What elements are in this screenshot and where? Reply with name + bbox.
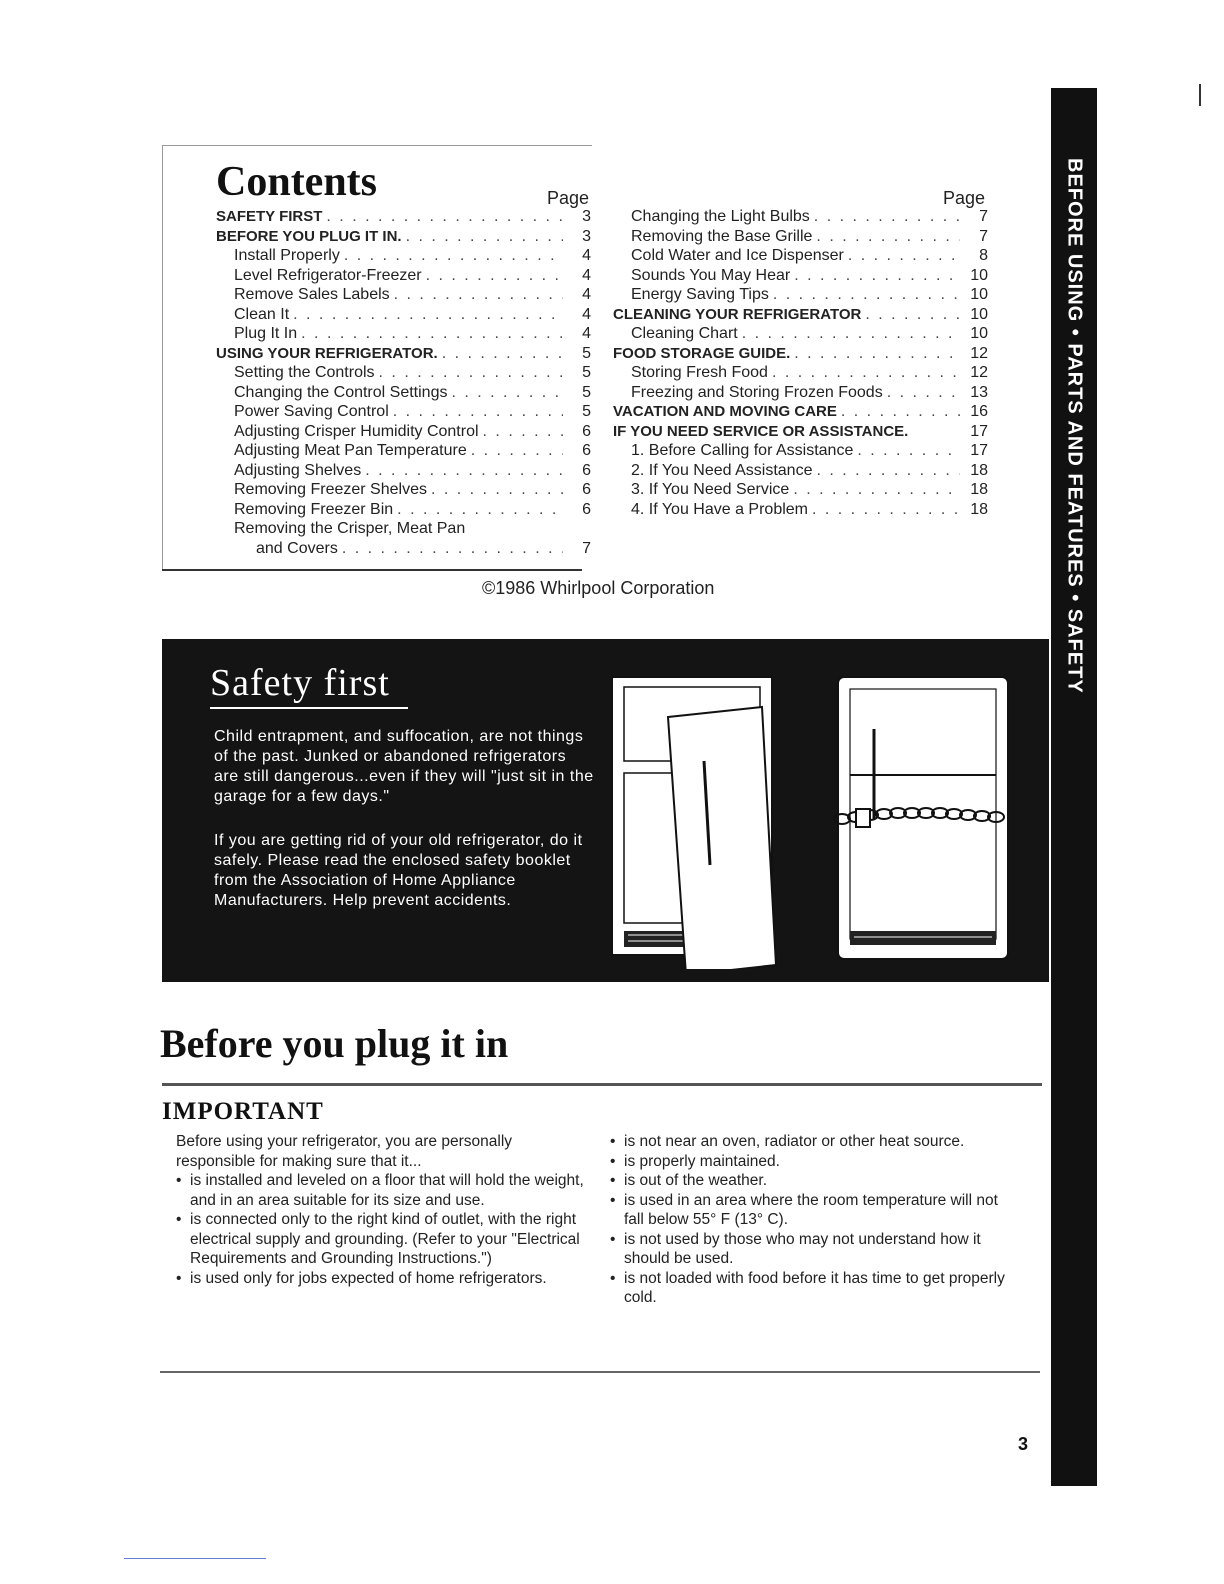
toc-entry xyxy=(613,344,988,364)
toc-entry-page: 4 xyxy=(582,286,591,303)
toc-entry-page: 12 xyxy=(970,344,988,362)
toc-entry-label: Plug It In xyxy=(234,325,298,342)
toc-leader-dots xyxy=(908,422,960,442)
toc-entry xyxy=(216,305,591,325)
toc-entry xyxy=(216,266,591,286)
toc-entry-label: Storing Fresh Food xyxy=(631,364,768,381)
toc-entry-page: 4 xyxy=(582,247,591,264)
toc-entry-page: 12 xyxy=(970,364,988,381)
toc-leader-dots xyxy=(790,344,960,364)
toc-entry-label: Cold Water and Ice Dispenser xyxy=(631,247,844,264)
toc-entry-page: 7 xyxy=(979,208,988,225)
toc-entry-page: 7 xyxy=(979,227,988,245)
toc-leader-dots xyxy=(883,383,960,403)
toc-entry xyxy=(216,207,591,227)
toc-entry-page: 10 xyxy=(970,286,988,303)
list-item: • is used in an area where the room temperature will not fall below 55° F (13° C). xyxy=(610,1191,1022,1230)
toc-entry-page: 4 xyxy=(582,305,591,323)
toc-leader-dots xyxy=(438,344,563,364)
toc-entry xyxy=(613,480,988,500)
important-right-column xyxy=(610,1132,1022,1308)
toc-entry xyxy=(613,266,988,286)
list-item: • is out of the weather. xyxy=(610,1171,1022,1191)
toc-entry-page: 16 xyxy=(970,403,988,420)
contents-top-rule xyxy=(162,145,592,146)
toc-entry-label: 2. If You Need Assistance xyxy=(631,461,813,479)
toc-entry xyxy=(613,422,988,442)
list-item: • is not loaded with food before it has time to get properly cold. xyxy=(610,1269,1022,1308)
toc-entry-label: Cleaning Chart xyxy=(631,325,738,342)
toc-entry xyxy=(216,480,591,500)
toc-entry-label: Sounds You May Hear xyxy=(631,266,791,284)
toc-leader-dots xyxy=(297,324,563,344)
toc-entry-page: 10 xyxy=(970,266,988,284)
right-page-header: Page xyxy=(943,188,986,208)
toc-entry xyxy=(216,539,591,559)
toc-entry-page: 6 xyxy=(582,442,591,459)
bottom-rule xyxy=(160,1371,1040,1373)
important-intro: Before using your refrigerator, you are personally responsible for making sure that it... xyxy=(176,1133,513,1170)
toc-entry-label: and Covers xyxy=(256,539,338,557)
toc-entry xyxy=(613,246,988,266)
toc-entry-page: 8 xyxy=(979,247,988,264)
toc-leader-dots xyxy=(390,285,563,305)
toc-entry-page: 17 xyxy=(970,442,988,459)
list-item: • is properly maintained. xyxy=(610,1152,1022,1172)
list-item: • is not used by those who may not understand how it should be used. xyxy=(610,1230,1022,1269)
requirements-list-right xyxy=(610,1132,1022,1308)
toc-leader-dots xyxy=(769,285,960,305)
toc-leader-dots xyxy=(340,246,563,266)
toc-leader-dots xyxy=(467,441,563,461)
list-item: • is used only for jobs expected of home refrigerators. xyxy=(176,1269,588,1289)
toc-entry xyxy=(216,500,591,520)
toc-leader-dots xyxy=(853,441,960,461)
list-item: • is connected only to the right kind of outlet, with the right electrical supply and grounding. (Refer to your "Electrical Requirements and Grounding Instructions.") xyxy=(176,1210,588,1269)
toc-entry xyxy=(216,461,591,481)
toc-leader-dots xyxy=(465,519,563,539)
toc-entry-label: Setting the Controls xyxy=(234,364,375,381)
toc-entry-label: 4. If You Have a Problem xyxy=(631,500,808,518)
toc-entry xyxy=(216,227,591,247)
toc-entry-label: Remove Sales Labels xyxy=(234,286,390,303)
toc-entry-label: FOOD STORAGE GUIDE. xyxy=(613,344,791,362)
before-plug-title: Before you plug it in xyxy=(160,1021,509,1066)
footnote-separator xyxy=(124,1558,266,1559)
toc-leader-dots xyxy=(447,383,563,403)
toc-entry-page: 6 xyxy=(582,481,591,498)
toc-entry-page: 6 xyxy=(582,422,591,440)
contents-left-column xyxy=(216,207,591,558)
toc-entry xyxy=(216,344,591,364)
toc-entry xyxy=(613,324,988,344)
safety-first-panel xyxy=(162,639,1049,982)
toc-leader-dots xyxy=(479,422,563,442)
toc-entry-page: 5 xyxy=(582,383,591,401)
toc-entry xyxy=(613,402,988,422)
important-heading: IMPORTANT xyxy=(162,1098,324,1125)
toc-leader-dots xyxy=(289,305,563,325)
list-item: • is not near an oven, radiator or other heat source. xyxy=(610,1132,1022,1152)
toc-entry-label: Freezing and Storing Frozen Foods xyxy=(631,383,883,401)
toc-entry-label: BEFORE YOU PLUG IT IN. xyxy=(216,227,402,245)
toc-leader-dots xyxy=(427,480,563,500)
toc-entry-page: 5 xyxy=(582,364,591,381)
page-number: 3 xyxy=(1018,1434,1029,1454)
toc-entry-label: Changing the Light Bulbs xyxy=(631,208,810,225)
toc-entry xyxy=(216,519,591,539)
contents-right-column xyxy=(613,207,988,519)
contents-title: Contents xyxy=(216,159,378,205)
toc-entry-page: 10 xyxy=(970,325,988,342)
toc-entry-label: Clean It xyxy=(234,305,290,323)
toc-entry xyxy=(216,422,591,442)
toc-entry-label: VACATION AND MOVING CARE xyxy=(613,403,837,420)
contents-bottom-rule xyxy=(162,569,582,571)
toc-leader-dots xyxy=(768,363,960,383)
toc-entry-label: 1. Before Calling for Assistance xyxy=(631,442,854,459)
toc-entry-label: Adjusting Shelves xyxy=(234,461,362,479)
toc-entry-page: 7 xyxy=(582,539,591,557)
toc-leader-dots xyxy=(790,266,960,286)
toc-leader-dots xyxy=(338,539,563,559)
toc-entry-label: Removing the Crisper, Meat Pan xyxy=(234,520,466,537)
toc-entry xyxy=(613,461,988,481)
toc-entry-label: SAFETY FIRST xyxy=(216,208,323,225)
toc-leader-dots xyxy=(738,324,960,344)
toc-entry-label: 3. If You Need Service xyxy=(631,481,790,498)
copyright-notice: ©1986 Whirlpool Corporation xyxy=(482,578,715,598)
toc-leader-dots xyxy=(375,363,563,383)
toc-leader-dots xyxy=(812,227,960,247)
toc-entry-page xyxy=(563,519,591,539)
toc-entry xyxy=(613,207,988,227)
toc-leader-dots xyxy=(361,461,563,481)
toc-entry xyxy=(216,441,591,461)
safety-paragraph-2: If you are getting rid of your old refrigerator, do it safely. Please read the enclosed safety booklet from the Association of Home Appliance Manufacturers. Help prevent accidents. xyxy=(214,832,583,909)
toc-entry xyxy=(216,246,591,266)
toc-entry-label: Removing Freezer Bin xyxy=(234,500,394,518)
toc-leader-dots xyxy=(808,500,960,520)
toc-entry-label: Adjusting Meat Pan Temperature xyxy=(234,442,467,459)
toc-entry-page: 18 xyxy=(970,481,988,498)
toc-leader-dots xyxy=(810,207,960,227)
toc-entry-page: 3 xyxy=(582,208,591,225)
toc-entry-page: 10 xyxy=(970,305,988,323)
toc-entry-page: 18 xyxy=(970,461,988,479)
safety-title: Safety first xyxy=(210,662,390,704)
toc-entry-label: Removing Freezer Shelves xyxy=(234,481,427,498)
removed-door xyxy=(668,707,776,969)
toc-entry xyxy=(216,402,591,422)
list-item: • is installed and leveled on a floor that will hold the weight, and in an area suitable for its size and use. xyxy=(176,1171,588,1210)
requirements-list-left xyxy=(176,1171,588,1288)
margin-mark xyxy=(1199,84,1201,106)
toc-entry-page: 6 xyxy=(582,500,591,518)
toc-leader-dots xyxy=(861,305,960,325)
toc-leader-dots xyxy=(844,246,960,266)
toc-entry-page: 3 xyxy=(582,227,591,245)
safety-paragraph-1: Child entrapment, and suffocation, are not things of the past. Junked or abandoned refrigerators are still dangerous...even if they will "just sit in the garage for a few days." xyxy=(214,728,594,805)
toc-entry-page: 5 xyxy=(582,403,591,420)
toc-entry xyxy=(613,305,988,325)
toc-entry xyxy=(613,227,988,247)
toc-entry-label: Changing the Control Settings xyxy=(234,383,448,401)
refrigerator-safety-illustration xyxy=(606,669,1046,969)
toc-leader-dots xyxy=(837,402,960,422)
toc-entry xyxy=(613,285,988,305)
toc-entry-page: 5 xyxy=(582,344,591,362)
toc-entry-page: 13 xyxy=(970,383,988,401)
toc-entry-label: Level Refrigerator-Freezer xyxy=(234,266,422,284)
toc-entry-label: Power Saving Control xyxy=(234,403,389,420)
contents-left-rule xyxy=(162,145,163,570)
toc-entry-page: 17 xyxy=(970,422,988,440)
toc-entry-label: Install Properly xyxy=(234,247,340,264)
toc-leader-dots xyxy=(322,207,563,227)
toc-entry xyxy=(613,383,988,403)
toc-entry xyxy=(216,383,591,403)
side-section-tab xyxy=(1051,88,1097,1486)
toc-leader-dots xyxy=(812,461,960,481)
toc-entry-page: 6 xyxy=(582,461,591,479)
toc-entry-label: USING YOUR REFRIGERATOR. xyxy=(216,344,438,362)
toc-entry xyxy=(216,363,591,383)
toc-entry xyxy=(216,324,591,344)
important-left-column xyxy=(176,1132,588,1288)
toc-entry-label: CLEANING YOUR REFRIGERATOR xyxy=(613,305,862,323)
toc-entry xyxy=(613,441,988,461)
side-tab-label: BEFORE USING • PARTS AND FEATURES • SAFETY xyxy=(1063,158,1086,694)
toc-entry-page: 18 xyxy=(970,500,988,518)
safety-title-underline xyxy=(210,707,408,709)
toc-leader-dots xyxy=(393,500,563,520)
toc-entry-label: Adjusting Crisper Humidity Control xyxy=(234,422,479,440)
toc-entry-page: 4 xyxy=(582,325,591,342)
toc-leader-dots xyxy=(789,480,960,500)
toc-entry-label: Removing the Base Grille xyxy=(631,227,813,245)
toc-entry xyxy=(613,500,988,520)
toc-leader-dots xyxy=(402,227,563,247)
toc-entry-page: 4 xyxy=(582,266,591,284)
toc-entry-label: Energy Saving Tips xyxy=(631,286,769,303)
toc-leader-dots xyxy=(422,266,563,286)
before-plug-rule xyxy=(162,1083,1042,1086)
toc-entry xyxy=(613,363,988,383)
toc-entry-label: IF YOU NEED SERVICE OR ASSISTANCE. xyxy=(613,422,909,440)
toc-leader-dots xyxy=(389,402,563,422)
toc-entry xyxy=(216,285,591,305)
left-page-header: Page xyxy=(547,188,590,208)
